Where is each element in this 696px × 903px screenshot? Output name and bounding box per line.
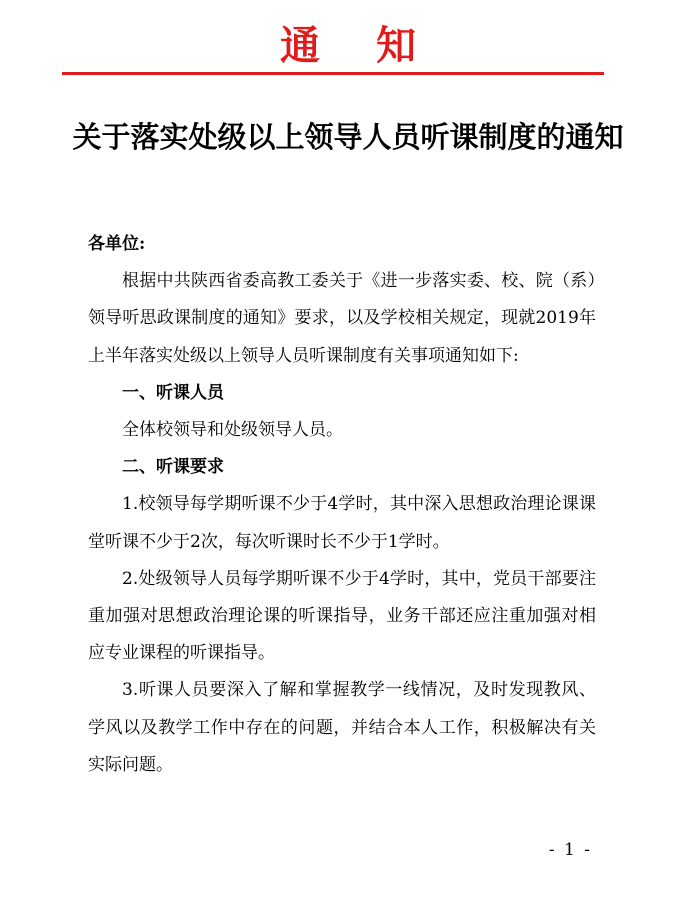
intro-paragraph: 根据中共陕西省委高教工委关于《进一步落实委、校、院（系）领导听思政课制度的通知》要求，以及学校相关规定，现就2019年上半年落实处级以上领导人员听课制度有关事项通知如下:	[88, 271, 596, 366]
header-red-rule	[62, 72, 604, 75]
section-heading-requirements: 二、听课要求	[122, 457, 224, 478]
requirement-item-3: 3.听课人员要深入了解和掌握教学一线情况，及时发现教风、学风以及教学工作中存在的问题，并结合本人工作，积极解决有关实际问题。	[88, 680, 596, 775]
document-body	[88, 226, 596, 784]
requirement-item-1: 1.校领导每学期听课不少于4学时，其中深入思想政治理论课课堂听课不少于2次，每次听课时长不少于1学时。	[88, 494, 596, 552]
salutation: 各单位:	[88, 234, 146, 254]
notice-header-title: 通知	[280, 22, 472, 69]
document-title: 关于落实处级以上领导人员听课制度的通知	[72, 120, 624, 154]
section-heading-attendees: 一、听课人员	[122, 382, 224, 403]
section-text-attendees: 全体校领导和处级领导人员。	[122, 420, 343, 441]
requirement-item-2: 2.处级领导人员每学期听课不少于4学时，其中，党员干部要注重加强对思想政治理论课的听课指导，业务干部还应注重加强对相应专业课程的听课指导。	[88, 568, 596, 664]
page-number: - 1 -	[548, 840, 592, 860]
